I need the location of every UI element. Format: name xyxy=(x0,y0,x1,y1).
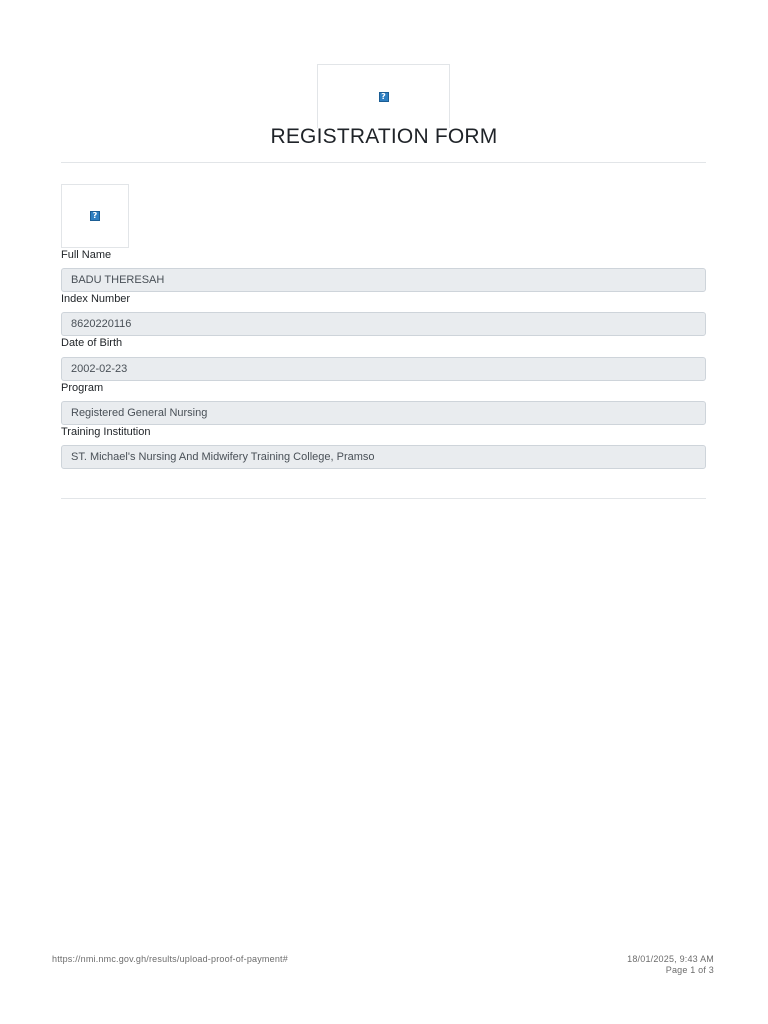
footer-datetime: 18/01/2025, 9:43 AM xyxy=(627,954,714,964)
program-field[interactable]: Registered General Nursing xyxy=(61,401,706,425)
form-bottom-divider xyxy=(61,498,706,499)
index-number-label: Index Number xyxy=(61,293,131,305)
training-institution-field[interactable]: ST. Michael's Nursing And Midwifery Training College, Pramso xyxy=(61,445,706,469)
full-name-label: Full Name xyxy=(61,249,112,261)
page-title: REGISTRATION FORM xyxy=(270,125,498,148)
date-of-birth-label: Date of Birth xyxy=(61,337,123,349)
header-divider xyxy=(61,162,706,163)
training-institution-label: Training Institution xyxy=(61,426,151,438)
footer-url: https://nmi.nmc.gov.gh/results/upload-proof-of-payment# xyxy=(52,954,288,964)
index-number-field[interactable]: 8620220116 xyxy=(61,312,706,336)
logo-image xyxy=(317,64,450,128)
date-of-birth-field[interactable]: 2002-02-23 xyxy=(61,357,706,381)
footer-page-number: Page 1 of 3 xyxy=(665,965,714,975)
broken-image-icon: ? xyxy=(90,211,100,221)
passport-photo xyxy=(61,184,129,248)
program-label: Program xyxy=(61,382,104,394)
full-name-field[interactable]: BADU THERESAH xyxy=(61,268,706,292)
footer-meta xyxy=(627,954,714,976)
broken-image-icon: ? xyxy=(379,92,389,102)
